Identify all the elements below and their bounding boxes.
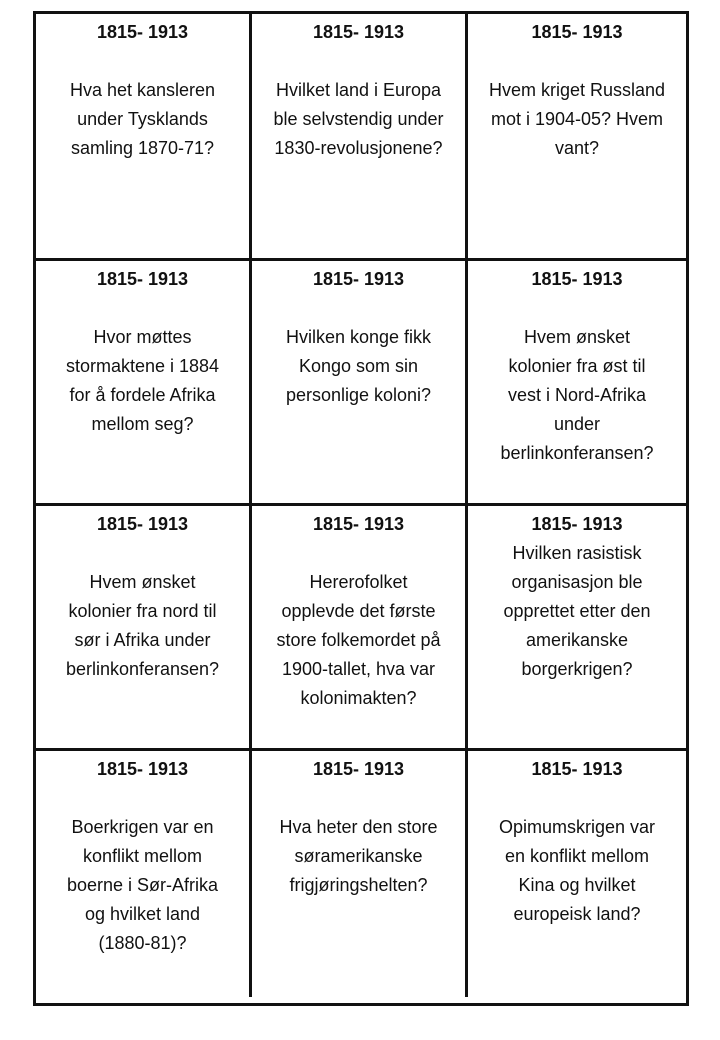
card-question: Hvilken rasistisk organisasjon ble opprettet etter den amerikanske borgerkrigen? [503,543,651,679]
quiz-card [36,261,252,506]
quiz-card [36,506,252,751]
card-question: Hererofolket opplevde det første store folkemordet på 1900-tallet, hva var kolonimakten? [276,572,441,708]
card-period: 1815- 1913 [531,269,623,289]
card-question: Hva heter den store søramerikanske frigjøringshelten? [279,817,438,895]
card-period: 1815- 1913 [531,514,623,534]
card-question: Hvem kriget Russland mot i 1904-05? Hvem vant? [488,80,666,158]
card-period: 1815- 1913 [96,759,189,779]
quiz-card [252,261,468,506]
quiz-card [468,14,686,261]
card-period: 1815- 1913 [312,514,405,534]
card-period: 1815- 1913 [96,22,189,42]
quiz-card [252,506,468,751]
card-question: Opimumskrigen var en konflikt mellom Kina og hvilket europeisk land? [498,817,656,924]
card-question: Hvilken konge fikk Kongo som sin personlige koloni? [285,327,432,405]
card-period: 1815- 1913 [312,269,405,289]
quiz-card [252,14,468,261]
quiz-card [36,14,252,261]
card-question: Hvem ønsket kolonier fra øst til vest i Nord-Afrika under berlinkonferansen? [500,327,654,463]
quiz-card-grid [33,11,689,1006]
card-period: 1815- 1913 [96,269,189,289]
quiz-card [468,261,686,506]
card-period: 1815- 1913 [531,22,623,42]
card-period: 1815- 1913 [531,759,623,779]
quiz-card [252,751,468,997]
card-question: Hvem ønsket kolonier fra nord til sør i Afrika under berlinkonferansen? [65,572,220,679]
quiz-card [468,506,686,751]
card-question: Hvilket land i Europa ble selvstendig under 1830-revolusjonene? [273,80,444,158]
card-period: 1815- 1913 [312,22,405,42]
card-question: Boerkrigen var en konflikt mellom boerne i Sør-Afrika og hvilket land (1880-81)? [66,817,219,953]
card-period: 1815- 1913 [96,514,189,534]
quiz-card [468,751,686,997]
quiz-card [36,751,252,997]
card-period: 1815- 1913 [312,759,405,779]
card-question: Hva het kansleren under Tysklands samling 1870-71? [69,80,216,158]
card-question: Hvor møttes stormaktene i 1884 for å fordele Afrika mellom seg? [65,327,220,434]
